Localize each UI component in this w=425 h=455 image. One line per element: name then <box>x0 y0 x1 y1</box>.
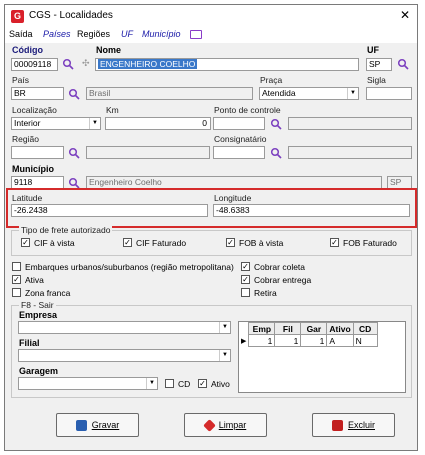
zona-franca-checkbox[interactable] <box>12 288 21 297</box>
nome-field[interactable] <box>95 58 359 71</box>
excluir-label: Excluir <box>347 420 375 430</box>
excluir-button[interactable] <box>312 413 395 437</box>
f8-group-title: F8 - Sair <box>21 300 54 310</box>
ponto-controle-field[interactable] <box>213 117 265 130</box>
chevron-down-icon[interactable]: ▼ <box>219 350 230 361</box>
regiao-search-icon[interactable] <box>68 147 80 159</box>
cell-ativo[interactable]: A <box>327 335 353 347</box>
chevron-down-icon[interactable]: ▼ <box>219 322 230 333</box>
close-button[interactable]: ✕ <box>400 8 411 22</box>
cobrar-coleta-checkbox[interactable]: ✓ <box>242 262 249 271</box>
latitude-label: Latitude <box>12 193 43 203</box>
praca-label: Praça <box>260 75 283 85</box>
regiao-name-field <box>86 146 210 159</box>
uf-search-icon[interactable] <box>397 58 409 70</box>
cobrar-entrega-label: Cobrar entrega <box>254 275 312 285</box>
cell-emp[interactable]: 1 <box>249 335 275 347</box>
col-emp[interactable]: Emp <box>249 323 275 335</box>
zona-franca-label: Zona franca <box>25 288 71 298</box>
cell-cd[interactable]: N <box>353 335 377 347</box>
regiao-field[interactable] <box>11 146 64 159</box>
codigo-field[interactable]: 00009118 <box>11 58 58 71</box>
chevron-down-icon[interactable]: ▼ <box>347 88 358 99</box>
pais-label: País <box>12 75 30 85</box>
ponto-search-icon[interactable] <box>270 118 282 130</box>
app-logo-icon: G <box>11 10 24 23</box>
km-field[interactable]: 0 <box>105 117 211 130</box>
nome-value: ENGENHEIRO COELHO <box>100 59 196 69</box>
gravar-button[interactable] <box>56 413 139 437</box>
eraser-icon <box>203 419 216 432</box>
pais-search-icon[interactable] <box>68 88 80 100</box>
table-row[interactable] <box>239 335 377 347</box>
sigla-field[interactable] <box>366 87 412 100</box>
table-header-row <box>239 323 377 335</box>
codigo-search-icon[interactable] <box>62 58 74 70</box>
ativa-checkbox[interactable]: ✓ <box>13 275 20 284</box>
menu-saida[interactable]: Saída <box>9 29 33 39</box>
cif-faturado-checkbox[interactable]: ✓ <box>124 238 131 247</box>
ativo-label: Ativo <box>211 379 230 389</box>
municipio-code-field[interactable]: 9118 <box>11 176 64 189</box>
chevron-down-icon[interactable]: ▼ <box>89 118 100 129</box>
longitude-field[interactable]: -48.6383 <box>213 204 410 217</box>
monitor-icon[interactable] <box>190 30 202 39</box>
embarques-label: Embarques urbanos/suburbanos (região metropolitana) <box>25 262 234 272</box>
row-indicator-header <box>239 323 249 335</box>
cobrar-coleta-label: Cobrar coleta <box>254 262 306 272</box>
garagem-select[interactable] <box>18 377 158 390</box>
menu-municipio[interactable]: Município <box>142 29 181 39</box>
municipio-name-field: Engenheiro Coelho <box>86 176 382 189</box>
empresa-select[interactable] <box>18 321 231 334</box>
consignatario-name-field <box>288 146 412 159</box>
longitude-label: Longitude <box>214 193 252 203</box>
uf-field[interactable]: SP <box>366 58 392 71</box>
embarques-checkbox[interactable] <box>12 262 21 271</box>
col-gar[interactable]: Gar <box>301 323 327 335</box>
cobrar-entrega-checkbox[interactable]: ✓ <box>242 275 249 284</box>
filial-label: Filial <box>19 338 40 348</box>
pais-code-field[interactable]: BR <box>11 87 64 100</box>
frete-group-title: Tipo de frete autorizado <box>21 225 111 235</box>
localizacao-label: Localização <box>12 105 57 115</box>
limpar-button[interactable] <box>184 413 267 437</box>
filial-select[interactable] <box>18 349 231 362</box>
empresa-label: Empresa <box>19 310 58 320</box>
plus-icon[interactable]: ✣ <box>82 58 90 68</box>
menu-regioes[interactable]: Regiões <box>77 29 111 39</box>
localizacao-value: Interior <box>14 118 41 128</box>
municipio-label: Município <box>12 164 54 174</box>
sigla-label: Sigla <box>367 75 386 85</box>
cell-gar[interactable]: 1 <box>301 335 327 347</box>
municipio-uf-field: SP <box>387 176 412 189</box>
row-pointer-icon: ▶ <box>241 337 247 345</box>
km-label: Km <box>106 105 119 115</box>
ativa-label: Ativa <box>25 275 44 285</box>
ativo-checkbox[interactable]: ✓ <box>199 379 206 388</box>
window-title: CGS - Localidades <box>29 10 113 21</box>
ponto-name-field <box>288 117 412 130</box>
pais-name-field: Brasil <box>86 87 253 100</box>
uf-label: UF <box>367 45 379 55</box>
cif-faturado-label: CIF Faturado <box>136 238 187 248</box>
ponto-controle-label: Ponto de controle <box>214 105 281 115</box>
consignatario-field[interactable] <box>213 146 265 159</box>
menu-bar <box>5 27 417 43</box>
col-cd[interactable]: CD <box>353 323 377 335</box>
regiao-label: Região <box>12 134 39 144</box>
codigo-label: Código <box>12 45 43 55</box>
nome-label: Nome <box>96 45 122 55</box>
col-ativo[interactable]: Ativo <box>327 323 353 335</box>
retira-checkbox[interactable] <box>241 288 250 297</box>
cif-vista-label: CIF à vista <box>34 238 75 248</box>
garagem-label: Garagem <box>19 366 59 376</box>
consignatario-search-icon[interactable] <box>270 147 282 159</box>
latitude-field[interactable]: -26.2438 <box>11 204 208 217</box>
praca-value: Atendida <box>262 88 296 98</box>
floppy-icon <box>76 420 87 431</box>
consignatario-label: Consignatário <box>214 134 267 144</box>
menu-paises[interactable]: Países <box>43 29 71 39</box>
cd-checkbox[interactable] <box>165 379 174 388</box>
cd-label: CD <box>178 379 191 389</box>
f8-table <box>239 322 378 347</box>
chevron-down-icon[interactable]: ▼ <box>146 378 157 389</box>
fob-vista-label: FOB à vista <box>239 238 284 248</box>
cif-vista-checkbox[interactable]: ✓ <box>22 238 29 247</box>
trash-icon <box>332 420 343 431</box>
fob-faturado-label: FOB Faturado <box>343 238 397 248</box>
col-fil[interactable]: Fil <box>275 323 301 335</box>
limpar-label: Limpar <box>218 420 247 430</box>
fob-vista-checkbox[interactable]: ✓ <box>227 238 234 247</box>
gravar-label: Gravar <box>91 420 120 430</box>
praca-select[interactable] <box>259 87 359 100</box>
retira-label: Retira <box>254 288 277 298</box>
title-bar <box>5 5 417 27</box>
menu-uf[interactable]: UF <box>121 29 133 39</box>
cell-fil[interactable]: 1 <box>275 335 301 347</box>
localizacao-select[interactable] <box>11 117 101 130</box>
fob-faturado-checkbox[interactable]: ✓ <box>331 238 338 247</box>
